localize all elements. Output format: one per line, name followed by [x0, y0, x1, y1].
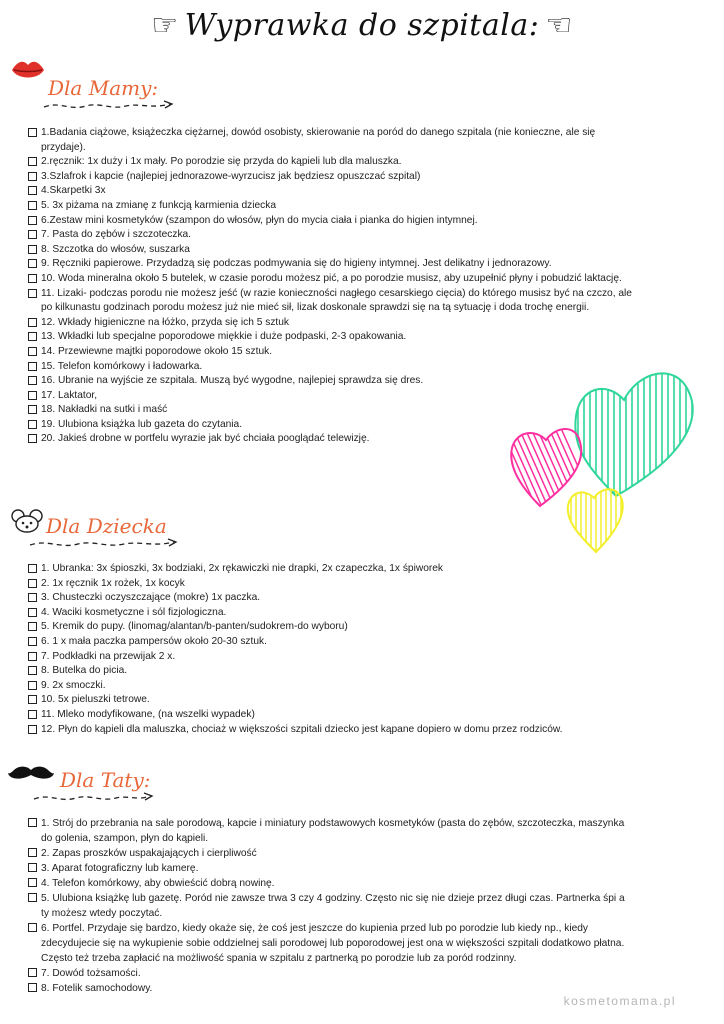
- checklist-item: [28, 981, 628, 996]
- checkbox[interactable]: [28, 695, 37, 704]
- section-heading-dziecko: [46, 514, 167, 538]
- checklist-item: [28, 345, 638, 360]
- checklist-item-text: 9. Ręczniki papierowe. Przydadzą się podczas podmywania się do higieny intymnej. Jest delikatny i jednorazowy.: [41, 258, 552, 270]
- checkbox[interactable]: [28, 274, 37, 283]
- checklist-item: [28, 272, 638, 287]
- section-heading-text: Dla Dziecka: [46, 514, 167, 538]
- checklist-item: [28, 199, 638, 214]
- checklist-item-text: 2.ręcznik: 1x duży i 1x mały. Po porodzie się przyda do kąpieli lub dla maluszka.: [41, 156, 402, 168]
- checklist-item-text: 2. 1x ręcznik 1x rożek, 1x kocyk: [41, 577, 185, 589]
- checklist-item-text: 7. Pasta do zębów i szczoteczka.: [41, 229, 192, 241]
- checkbox[interactable]: [28, 172, 37, 181]
- squiggle-divider: [30, 790, 160, 804]
- page-title: [0, 8, 724, 43]
- checkbox[interactable]: [28, 863, 37, 872]
- checkbox[interactable]: [28, 923, 37, 932]
- section-heading-text: Dla Taty:: [60, 768, 151, 792]
- lips-icon: [10, 58, 46, 82]
- checkbox[interactable]: [28, 666, 37, 675]
- checkbox[interactable]: [28, 259, 37, 268]
- checklist-item: [28, 243, 638, 258]
- checklist-item: [28, 708, 638, 723]
- checkbox[interactable]: [28, 968, 37, 977]
- checklist-item-text: 1.Badania ciążowe, książeczka ciężarnej, dowód osobisty, skierowanie na poród do danego szpitala (nie konieczne, ale się przydaje).: [41, 127, 596, 153]
- checklist-item-text: 1. Strój do przebrania na sale porodową, kapcie i miniatury podstawowych kosmetyków (pasta do zębów, szczoteczka, maszynka do golenia, szampon, płyn do kąpieli.: [41, 818, 625, 844]
- checklist-item: [28, 257, 638, 272]
- checklist-item: [28, 861, 628, 876]
- checklist-item-text: 13. Wkładki lub specjalne poporodowe miękkie i duże podpaski, 2-3 opakowania.: [41, 331, 407, 343]
- checklist-item-text: 14. Przewiewne majtki poporodowe około 15 sztuk.: [41, 345, 273, 357]
- checklist-item-text: 4. Telefon komórkowy, aby obwieścić dobrą nowinę.: [41, 878, 275, 889]
- checklist-item-text: 3. Chusteczki oczyszczające (mokre) 1x paczka.: [41, 592, 261, 604]
- section-heading-text: Dla Mamy:: [48, 76, 159, 100]
- checklist-item: [28, 316, 638, 331]
- checklist-item-text: 10. Woda mineralna około 5 butelek, w czasie porodu możesz pić, a po porodzie musisz, aby uzupełnić płyny i pobudzić laktację.: [41, 272, 622, 284]
- checkbox[interactable]: [28, 128, 37, 137]
- checklist-item-text: 12. Wkłady higieniczne na łóżko, przyda się ich 5 sztuk: [41, 316, 290, 328]
- checklist-item-text: 18. Nakładki na sutki i maść: [41, 404, 168, 416]
- checklist-item-text: 7. Dowód tożsamości.: [41, 968, 141, 979]
- checklist-item-text: 8. Fotelik samochodowy.: [41, 983, 153, 994]
- checkbox[interactable]: [28, 157, 37, 166]
- checklist-item-text: 3.Szlafrok i kapcie (najlepiej jednorazowe-wyrzucisz jak będziesz opuszczać szpital): [41, 170, 421, 182]
- checklist-item: [28, 966, 628, 981]
- checklist-item: [28, 635, 638, 650]
- checklist-item-text: 1. Ubranka: 3x śpioszki, 3x bodziaki, 2x rękawiczki nie drapki, 2x czapeczka, 1x śpiworek: [41, 563, 444, 574]
- section-heading-mama: [48, 76, 158, 100]
- checkbox[interactable]: [28, 289, 37, 298]
- checklist-item: [28, 184, 638, 199]
- checklist-item-text: 17. Laktator,: [41, 389, 98, 401]
- checklist-item-text: 4. Waciki kosmetyczne i sól fizjologiczna.: [41, 606, 227, 618]
- checkbox[interactable]: [28, 681, 37, 690]
- checkbox[interactable]: [28, 564, 37, 573]
- squiggle-divider: [40, 98, 180, 112]
- pointing-hand-right-icon: ☞: [151, 8, 179, 43]
- checklist-item: [28, 876, 628, 891]
- checklist-item: [28, 664, 638, 679]
- checkbox[interactable]: [28, 725, 37, 734]
- checkbox[interactable]: [28, 230, 37, 239]
- checkbox[interactable]: [28, 652, 37, 661]
- checklist-item: [28, 287, 638, 316]
- checklist-item-text: 8. Szczotka do włosów, suszarka: [41, 243, 190, 255]
- checkbox[interactable]: [28, 818, 37, 827]
- checklist-item-text: 20. Jakieś drobne w portfelu wyrazie jak być chciała pooglądać telewizję.: [41, 433, 370, 445]
- footer-watermark: kosmetomama.pl: [563, 994, 676, 1008]
- checkbox[interactable]: [28, 201, 37, 210]
- checkbox[interactable]: [28, 893, 37, 902]
- checklist-item: [28, 562, 638, 577]
- checkbox[interactable]: [28, 216, 37, 225]
- checkbox[interactable]: [28, 391, 37, 400]
- checkbox[interactable]: [28, 332, 37, 341]
- checklist-item-text: 5. Kremik do pupy. (linomag/alantan/b-panten/sudokrem-do wyboru): [41, 621, 348, 633]
- checklist-item: [28, 620, 638, 635]
- checkbox[interactable]: [28, 878, 37, 887]
- checkbox[interactable]: [28, 376, 37, 385]
- checklist-item: [28, 693, 638, 708]
- checkbox[interactable]: [28, 434, 37, 443]
- checkbox[interactable]: [28, 347, 37, 356]
- checklist-item: [28, 816, 628, 846]
- checklist-item-text: 16. Ubranie na wyjście ze szpitala. Muszą być wygodne, najlepiej sprawdza się dres.: [41, 375, 424, 387]
- checklist-item-text: 12. Płyn do kąpieli dla maluszka, chociaż w większości szpitali dziecko jest kąpane dopiero w domu przez rodziców.: [41, 723, 563, 735]
- checklist-item: [28, 591, 638, 606]
- checklist-item-text: 19. Ulubiona książka lub gazeta do czytania.: [41, 418, 243, 430]
- checkbox[interactable]: [28, 608, 37, 617]
- checklist-item: [28, 723, 638, 738]
- checklist-item: [28, 650, 638, 665]
- checklist-item: [28, 846, 628, 861]
- checkbox[interactable]: [28, 848, 37, 857]
- checklist-item-text: 5. 3x piżama na zmianę z funkcją karmienia dziecka: [41, 199, 276, 211]
- checklist-item-text: 11. Mleko modyfikowane, (na wszelki wypadek): [41, 708, 255, 720]
- checkbox[interactable]: [28, 186, 37, 195]
- checklist-item: [28, 126, 638, 155]
- checklist-item-text: 10. 5x pieluszki tetrowe.: [41, 694, 150, 706]
- mouse-icon: [10, 508, 44, 534]
- checklist-item: [28, 228, 638, 243]
- checklist-item-text: 5. Ulubiona książkę lub gazetę. Poród nie zawsze trwa 3 czy 4 godziny. Często nic się nie dzieje przez długi czas. Partnerka śpi a ty możesz wtedy poczytać.: [41, 893, 625, 919]
- checklist-item: [28, 170, 638, 185]
- tata-checklist: [28, 816, 628, 996]
- checkbox[interactable]: [28, 983, 37, 992]
- checklist-item: [28, 330, 638, 345]
- dziecko-checklist: [28, 562, 638, 737]
- checklist-item-text: 9. 2x smoczki.: [41, 679, 106, 691]
- checklist-item-text: 6.Zestaw mini kosmetyków (szampon do włosów, płyn do mycia ciała i pianka do higien intymnej.: [41, 214, 478, 226]
- moustache-icon: [8, 764, 54, 782]
- checklist-item: [28, 891, 628, 921]
- checklist-item-text: 8. Butelka do picia.: [41, 665, 128, 677]
- checklist-item-text: 7. Podkładki na przewijak 2 x.: [41, 650, 176, 662]
- checkbox[interactable]: [28, 245, 37, 254]
- checklist-item: [28, 577, 638, 592]
- checkbox[interactable]: [28, 593, 37, 602]
- hearts-illustration: [506, 366, 724, 556]
- checklist-item-text: 11. Lizaki- podczas porodu nie możesz jeść (w razie konieczności nagłego cesarskiego cięcia) do którego musisz być na czczo, ale po kilkunastu godzinach porodu możesz już nie mieć sił, lizak doskonale sprawdzi się na tą sytuację i doda trochę energii.: [41, 287, 632, 314]
- checkbox[interactable]: [28, 405, 37, 414]
- checkbox[interactable]: [28, 318, 37, 327]
- checklist-item: [28, 155, 638, 170]
- checklist-item-text: 3. Aparat fotograficzny lub kamerę.: [41, 863, 199, 874]
- checkbox[interactable]: [28, 622, 37, 631]
- checklist-item: [28, 921, 628, 966]
- checkbox[interactable]: [28, 637, 37, 646]
- section-heading-tata: [60, 768, 151, 792]
- checklist-item: [28, 679, 638, 694]
- checklist-item-text: 2. Zapas proszków uspakajających i cierpliwość: [41, 848, 257, 859]
- title-text: Wyprawka do szpitala:: [184, 8, 540, 43]
- checklist-item-text: 6. 1 x mała paczka pampersów około 20-30 sztuk.: [41, 635, 267, 647]
- checklist-item-text: 4.Skarpetki 3x: [41, 185, 106, 197]
- checkbox[interactable]: [28, 579, 37, 588]
- checkbox[interactable]: [28, 362, 37, 371]
- checklist-item: [28, 214, 638, 229]
- checkbox[interactable]: [28, 710, 37, 719]
- checklist-item-text: 6. Portfel. Przydaje się bardzo, kiedy okaże się, że coś jest jeszcze do kupienia przed lub po porodzie lub kiedy np., kiedy zdecydujecie się na wykupienie sobie oddzielnej sali porodowej lub poporodowej jest ona w większości szpitali dodatkowo płatna. Często też trzeba zapłacić na możliwość spania w szpitalu z partnerką po porodzie lub za poród rodzinny.: [41, 923, 625, 964]
- checklist-item-text: 15. Telefon komórkowy i ładowarka.: [41, 360, 203, 372]
- pointing-hand-left-icon: ☜: [545, 8, 573, 43]
- checkbox[interactable]: [28, 420, 37, 429]
- squiggle-divider: [26, 536, 186, 550]
- checklist-item: [28, 606, 638, 621]
